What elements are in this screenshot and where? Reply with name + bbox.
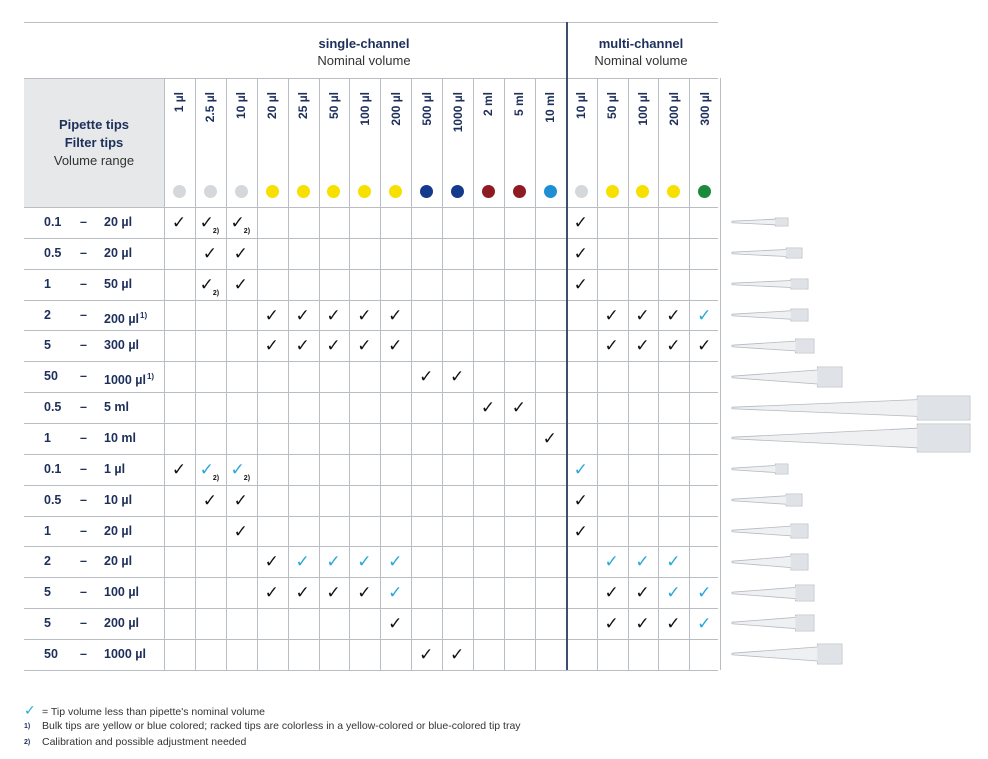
check-mark-icon: ✓ — [635, 614, 650, 634]
range-min: 2 — [44, 554, 51, 569]
column-volume-label: 20 µl — [265, 92, 280, 119]
range-min: 5 — [44, 585, 51, 600]
range-min: 0.5 — [44, 492, 62, 507]
check-mark-icon: ✓ — [697, 583, 712, 603]
check-mark-icon: ✓ — [666, 614, 681, 634]
range-min: 0.1 — [44, 461, 62, 476]
column-volume-label: 50 µl — [605, 92, 620, 119]
range-dash: – — [80, 307, 87, 322]
range-max — [104, 423, 136, 454]
range-min: 1 — [44, 523, 51, 538]
check-blue — [689, 608, 719, 639]
column-volume-label: 10 µl — [574, 92, 589, 119]
check-blue — [226, 454, 256, 485]
check-mark-icon: ✓ — [573, 274, 588, 294]
check-mark-icon: ✓ — [480, 398, 496, 418]
range-max-value: 1000 µl — [104, 646, 146, 661]
check-black — [473, 392, 503, 423]
pipette-tip-icon — [730, 611, 822, 635]
check-black — [380, 608, 410, 639]
check-mark-icon: ✓ — [233, 274, 248, 294]
check-mark-icon: ✓ — [604, 583, 619, 603]
range-dash: – — [80, 215, 87, 229]
check-black — [257, 330, 287, 361]
range-max — [104, 300, 147, 331]
range-dash: – — [80, 461, 87, 476]
pipette-tip-icon — [730, 363, 850, 391]
range-max — [104, 608, 139, 639]
check-mark-icon: ✓ — [264, 305, 279, 325]
range-dash: – — [80, 400, 87, 415]
check-mark-icon: ✓ — [326, 552, 341, 572]
check-blue — [288, 546, 318, 577]
check-mark-icon: ✓ — [666, 552, 681, 572]
check-black — [628, 330, 658, 361]
grid-line-header — [24, 78, 718, 79]
range-max — [104, 516, 132, 547]
check-black — [226, 485, 256, 516]
check-black — [658, 330, 688, 361]
tip-color-dot — [204, 185, 217, 198]
check-mark-icon: ✓ — [326, 583, 341, 603]
tip-color-dot — [575, 185, 588, 198]
tip-color-dot — [327, 185, 340, 198]
check-blue — [195, 454, 225, 485]
check-blue — [380, 546, 410, 577]
check-black — [658, 608, 688, 639]
range-max — [104, 392, 129, 423]
check-black — [504, 392, 534, 423]
column-volume-label: 500 µl — [419, 92, 434, 126]
grid-line-column — [195, 78, 196, 670]
pipette-tip-icon — [730, 335, 822, 357]
column-volume-label: 1 µl — [172, 92, 187, 113]
check-mark-icon: ✓ — [697, 305, 712, 325]
pipette-tip-icon — [730, 275, 816, 293]
pipette-tip-icon — [730, 550, 816, 574]
check-black — [319, 577, 349, 608]
check-black — [164, 454, 194, 485]
check-black — [442, 361, 472, 392]
channel-separator-line — [566, 22, 568, 670]
check-black — [349, 300, 379, 331]
check-blue — [566, 454, 596, 485]
range-max-value: 10 ml — [104, 430, 136, 445]
check-blue — [349, 546, 379, 577]
column-volume-label: 2.5 µl — [203, 92, 218, 123]
footnote-marker: 1) — [146, 372, 155, 382]
pipette-tip-icon — [730, 244, 810, 262]
pipette-tip-icon — [730, 520, 816, 542]
check-black — [349, 330, 379, 361]
check-mark-icon: ✓ — [326, 305, 341, 325]
pipette-tip-icon — [730, 392, 978, 424]
check-black — [628, 608, 658, 639]
grid-line-column — [164, 78, 165, 670]
check-mark-icon: ✓ — [449, 367, 465, 387]
multi-channel-title: multi-channel — [598, 36, 684, 51]
column-volume-label: 5 ml — [512, 92, 527, 117]
pipette-tip-icon — [730, 420, 978, 456]
check-mark-icon: ✓ — [233, 521, 248, 541]
range-max-value: 20 µl — [104, 245, 133, 260]
check-black — [566, 207, 596, 238]
range-max-value: 20 µl — [104, 554, 133, 569]
range-min: 50 — [44, 369, 58, 384]
check-black — [411, 639, 441, 670]
check-black — [658, 300, 688, 331]
range-min: 50 — [44, 646, 58, 661]
check-black — [257, 546, 287, 577]
check-mark-icon: ✓ — [295, 552, 310, 572]
check-black — [319, 300, 349, 331]
range-max — [104, 238, 132, 269]
grid-line-row — [24, 454, 718, 455]
range-dash: – — [80, 646, 87, 661]
legend-text: Bulk tips are yellow or blue colored; racked tips are colorless in a yellow-colored or blue-colored tip tray — [42, 720, 521, 732]
pipette-tip-icon — [730, 581, 822, 605]
tip-color-dot — [173, 185, 186, 198]
check-mark-icon: ✓ — [202, 490, 218, 510]
range-dash: – — [80, 616, 87, 631]
column-volume-label: 10 ml — [543, 92, 558, 123]
range-max — [104, 485, 132, 516]
check-mark-icon: ✓ — [199, 274, 214, 294]
grid-line-column — [226, 78, 227, 670]
range-max — [104, 330, 139, 361]
calibration-note-marker: 2) — [243, 228, 251, 235]
single-channel-header — [164, 35, 564, 69]
check-mark-icon: ✓ — [388, 336, 403, 356]
check-black — [257, 300, 287, 331]
check-mark-icon: ✓ — [326, 336, 341, 356]
check-mark-icon: ✓ — [230, 459, 245, 479]
footnote-marker: 1) — [140, 310, 148, 320]
check-mark-icon: ✓ — [264, 336, 279, 356]
tip-color-dot — [266, 185, 279, 198]
check-black — [597, 300, 627, 331]
check-black — [411, 361, 441, 392]
range-dash: – — [80, 369, 87, 384]
legend-text: Calibration and possible adjustment needed — [42, 736, 247, 748]
range-max-value: 1000 µl — [104, 373, 146, 388]
check-black — [535, 423, 565, 454]
calibration-note-marker: 2) — [212, 474, 220, 482]
row-header — [24, 116, 164, 170]
pipette-tip-icon — [730, 490, 810, 510]
check-mark-icon: ✓ — [202, 243, 218, 263]
check-mark-icon: ✓ — [542, 428, 557, 448]
check-black — [349, 577, 379, 608]
range-max — [104, 207, 132, 238]
check-black — [164, 207, 194, 238]
check-mark-icon: ✓ — [171, 213, 187, 232]
single-channel-subtitle: Nominal volume — [317, 53, 411, 68]
footnote-marker: 2) — [24, 739, 31, 746]
check-mark-icon: ✓ — [635, 583, 650, 603]
calibration-note-marker: 2) — [212, 289, 220, 297]
tip-color-dot — [420, 185, 433, 198]
check-black — [288, 300, 318, 331]
range-dash: – — [80, 523, 87, 538]
check-mark-icon: ✓ — [604, 614, 619, 634]
grid-line-column — [535, 78, 536, 670]
check-black — [566, 238, 596, 269]
check-blue — [380, 577, 410, 608]
check-blue — [319, 546, 349, 577]
check-black — [597, 330, 627, 361]
check-mark-icon: ✓ — [573, 459, 588, 479]
check-black — [380, 330, 410, 361]
check-blue — [597, 546, 627, 577]
check-black — [195, 207, 225, 238]
range-min: 5 — [44, 338, 51, 353]
tip-color-dot — [698, 185, 711, 198]
range-max — [104, 577, 139, 608]
tip-color-dot — [482, 185, 495, 198]
column-volume-label: 200 µl — [388, 92, 403, 126]
column-volume-label: 25 µl — [296, 92, 311, 119]
range-min: 2 — [44, 307, 51, 322]
pipette-tip-icon — [730, 460, 796, 478]
check-blue — [689, 300, 719, 331]
range-max-value: 50 µl — [104, 276, 133, 291]
grid-line-top — [24, 22, 718, 23]
check-mark-icon: ✓ — [357, 305, 372, 325]
range-min: 5 — [44, 616, 51, 631]
check-black — [566, 269, 596, 300]
calibration-note-marker: 2) — [243, 474, 251, 482]
check-mark-icon: ✓ — [604, 336, 619, 356]
grid-line-column — [473, 78, 474, 670]
check-mark-icon: ✓ — [666, 305, 681, 325]
range-max-value: 5 ml — [104, 400, 130, 415]
footnote-marker: 1) — [24, 723, 31, 730]
check-mark-icon: ✓ — [295, 305, 310, 325]
check-black — [319, 330, 349, 361]
check-mark-icon: ✓ — [357, 336, 372, 356]
check-mark-icon: ✓ — [449, 644, 465, 664]
check-mark-icon: ✓ — [357, 552, 372, 572]
check-black — [288, 577, 318, 608]
range-min: 0.5 — [44, 400, 62, 415]
check-mark-icon: ✓ — [666, 336, 681, 356]
check-mark-icon: ✓ — [604, 305, 619, 325]
pipette-tip-icon — [730, 214, 796, 230]
check-mark-icon: ✓ — [199, 213, 214, 232]
check-mark-icon: ✓ — [604, 552, 619, 572]
single-channel-title: single-channel — [318, 36, 410, 51]
check-mark-icon: ✓ — [635, 336, 650, 356]
check-mark-icon: ✓ — [233, 490, 248, 510]
range-max — [104, 361, 154, 392]
column-volume-label: 2 ml — [481, 92, 496, 117]
tip-color-dot — [513, 185, 526, 198]
check-blue — [689, 577, 719, 608]
check-mark-icon: ✓ — [388, 614, 403, 634]
tip-color-dot — [636, 185, 649, 198]
legend-item — [24, 703, 265, 719]
calibration-note-marker: 2) — [212, 228, 220, 235]
multi-channel-subtitle: Nominal volume — [594, 53, 688, 68]
check-mark-icon: ✓ — [666, 583, 681, 603]
row-header-volume-range: Volume range — [53, 153, 135, 168]
range-dash: – — [80, 430, 87, 445]
range-max — [104, 454, 125, 485]
tip-color-dot — [451, 185, 464, 198]
check-black — [226, 516, 256, 547]
check-mark-icon: ✓ — [511, 398, 527, 418]
check-black — [195, 485, 225, 516]
range-max-value: 20 µl — [104, 215, 133, 229]
check-mark-icon: ✓ — [573, 243, 588, 263]
range-min: 1 — [44, 276, 51, 291]
row-header-filter-tips: Filter tips — [64, 135, 124, 150]
grid-line-row — [24, 670, 718, 671]
check-mark-icon: ✓ — [697, 614, 712, 634]
check-mark-icon: ✓ — [388, 305, 403, 325]
check-black — [597, 577, 627, 608]
tip-color-dot — [235, 185, 248, 198]
check-blue — [658, 546, 688, 577]
pipette-tip-icon — [730, 305, 816, 325]
check-mark-icon: ✓ — [635, 305, 650, 325]
check-black — [628, 300, 658, 331]
column-volume-label: 10 µl — [234, 92, 249, 119]
range-min: 0.1 — [44, 215, 62, 229]
column-volume-label: 100 µl — [635, 92, 650, 126]
column-volume-label: 300 µl — [697, 92, 712, 126]
check-mark-icon: ✓ — [295, 583, 310, 603]
check-black — [597, 608, 627, 639]
check-mark-icon: ✓ — [24, 702, 36, 718]
range-dash: – — [80, 554, 87, 569]
check-mark-icon: ✓ — [171, 459, 187, 479]
range-max-value: 100 µl — [104, 585, 140, 600]
range-dash: – — [80, 338, 87, 353]
tip-color-dot — [358, 185, 371, 198]
check-mark-icon: ✓ — [357, 583, 372, 603]
check-black — [566, 485, 596, 516]
range-min: 1 — [44, 430, 51, 445]
check-mark-icon: ✓ — [264, 583, 279, 603]
range-dash: – — [80, 245, 87, 260]
tip-color-dot — [389, 185, 402, 198]
range-dash: – — [80, 585, 87, 600]
check-mark-icon: ✓ — [388, 583, 403, 603]
range-max — [104, 639, 146, 670]
tip-color-dot — [297, 185, 310, 198]
check-black — [195, 269, 225, 300]
check-mark-icon: ✓ — [419, 644, 434, 664]
range-max-value: 200 µl — [104, 311, 140, 326]
range-dash: – — [80, 492, 87, 507]
range-max — [104, 269, 132, 300]
column-volume-label: 50 µl — [326, 92, 341, 119]
check-black — [442, 639, 472, 670]
check-black — [689, 330, 719, 361]
pipette-tip-icon — [730, 640, 850, 668]
check-mark-icon: ✓ — [230, 213, 245, 232]
check-mark-icon: ✓ — [573, 521, 588, 541]
legend-item — [24, 719, 521, 734]
check-black — [226, 238, 256, 269]
check-mark-icon: ✓ — [233, 243, 248, 263]
range-max-value: 20 µl — [104, 523, 133, 538]
range-max-value: 200 µl — [104, 616, 140, 631]
column-volume-label: 200 µl — [666, 92, 681, 126]
row-header-pipette-tips: Pipette tips — [58, 117, 130, 132]
legend-text: = Tip volume less than pipette's nominal volume — [42, 706, 265, 718]
check-mark-icon: ✓ — [199, 459, 214, 479]
check-mark-icon: ✓ — [264, 552, 279, 572]
tip-color-dot — [544, 185, 557, 198]
check-black — [566, 516, 596, 547]
check-mark-icon: ✓ — [573, 490, 588, 510]
check-mark-icon: ✓ — [573, 213, 588, 232]
check-mark-icon: ✓ — [419, 367, 434, 387]
check-black — [226, 207, 256, 238]
check-mark-icon: ✓ — [635, 552, 650, 572]
check-blue — [628, 546, 658, 577]
check-black — [380, 300, 410, 331]
range-dash: – — [80, 276, 87, 291]
check-mark-icon: ✓ — [388, 552, 403, 572]
range-max — [104, 546, 132, 577]
grid-line-column — [504, 78, 505, 670]
tip-color-dot — [667, 185, 680, 198]
check-black — [628, 577, 658, 608]
check-black — [288, 330, 318, 361]
check-mark-icon: ✓ — [697, 336, 712, 356]
grid-line-column — [720, 78, 721, 670]
check-black — [195, 238, 225, 269]
legend-item — [24, 735, 246, 750]
tip-color-dot — [606, 185, 619, 198]
range-min: 0.5 — [44, 245, 62, 260]
multi-channel-header — [565, 35, 717, 69]
check-mark-icon: ✓ — [295, 336, 310, 356]
range-max-value: 1 µl — [104, 461, 126, 476]
column-volume-label: 100 µl — [357, 92, 372, 126]
range-max-value: 300 µl — [104, 338, 140, 353]
check-black — [257, 577, 287, 608]
check-black — [226, 269, 256, 300]
range-max-value: 10 µl — [104, 492, 133, 507]
check-blue — [658, 577, 688, 608]
column-volume-label: 1000 µl — [450, 92, 465, 133]
